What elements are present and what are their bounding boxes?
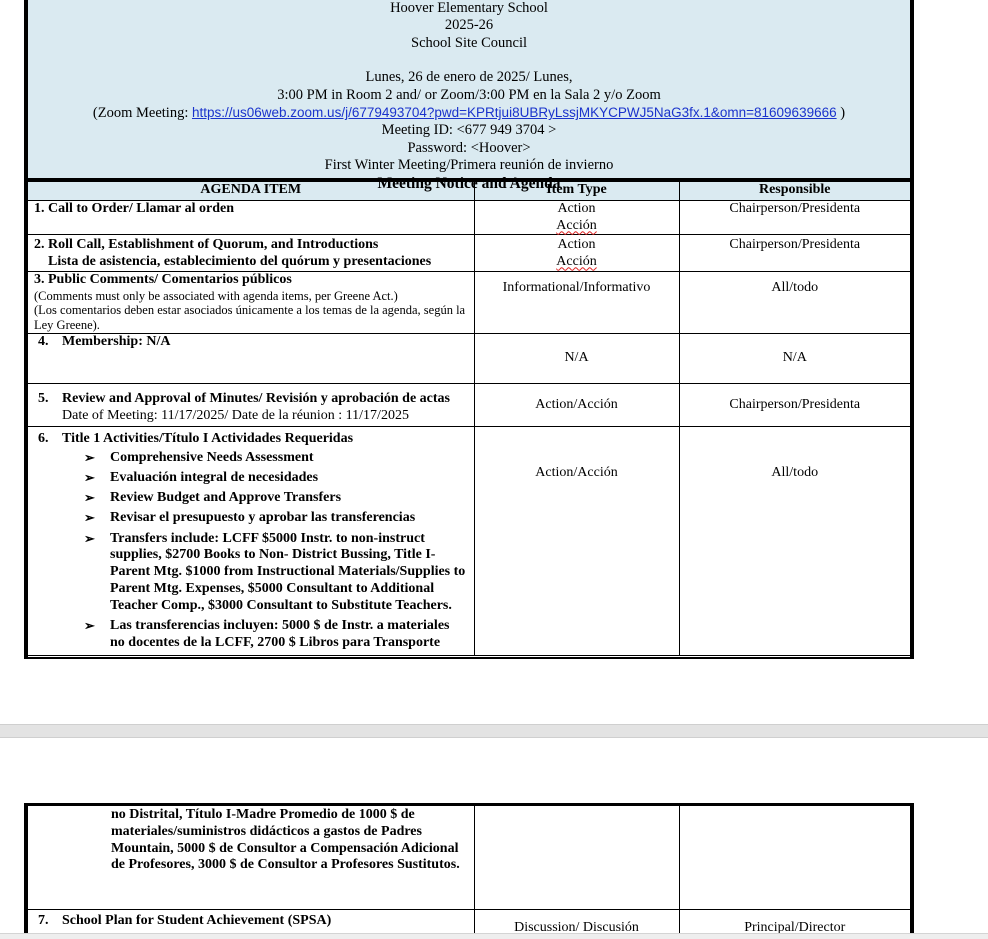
arrow-bullet-icon: ➢ <box>84 618 95 634</box>
zoom-suffix: ) <box>836 105 846 122</box>
agenda-item-title: 1. Call to Order/ Llamar al orden <box>34 201 234 216</box>
agenda-item-title: School Plan for Student Achievement (SPSA) <box>62 913 332 928</box>
item-type-cell: Action/Acción <box>474 384 679 427</box>
agenda-item-cell <box>28 384 474 427</box>
zoom-prefix: (Zoom Meeting: <box>92 105 192 122</box>
item-type-cell <box>474 806 679 910</box>
arrow-bullet-icon: ➢ <box>84 530 95 546</box>
column-header-item-type: Item Type <box>474 182 679 201</box>
agenda-item-title: 2. Roll Call, Establishment of Quorum, and Introductions <box>34 237 379 252</box>
agenda-item-bullets <box>38 450 468 652</box>
bullet-item <box>84 531 468 615</box>
responsible-cell: Chairperson/Presidenta <box>679 384 910 427</box>
agenda-item-cell <box>28 806 474 910</box>
meeting-date: Lunes, 26 de enero de 2025/ Lunes, <box>365 69 573 86</box>
responsible-cell: N/A <box>679 334 910 384</box>
arrow-bullet-icon: ➢ <box>84 449 95 465</box>
bullet-item <box>84 510 468 527</box>
item-type-cell: N/A <box>474 334 679 384</box>
bullet-text: Transfers include: LCFF $5000 Instr. to non-instruct supplies, $2700 Books to Non- District Bussing, Title I-Parent Mtg. $1000 from Instructional Materials/Supplies to Parent Mtg. Expenses, $5000 Consultant to Additional Teacher Comp., $3000 Consultant to Substitute Teachers. <box>110 530 466 613</box>
agenda-item-cell <box>28 334 474 384</box>
agenda-item-number: 6. <box>38 431 49 446</box>
bullet-text: Evaluación integral de necesidades <box>110 469 319 485</box>
document-page-2 <box>0 738 988 933</box>
agenda-document-continued <box>24 803 914 933</box>
bullet-text: Review Budget and Approve Transfers <box>110 490 342 506</box>
agenda-item-cell <box>28 272 474 334</box>
bullet-item <box>84 470 468 487</box>
responsible-cell <box>679 235 910 272</box>
item-type-cell <box>474 235 679 272</box>
bullet-item <box>84 618 468 652</box>
arrow-bullet-icon: ➢ <box>84 510 95 526</box>
responsible-text: Principal/Director <box>744 920 846 933</box>
agenda-title: Meeting Notice and Agenda <box>377 174 561 192</box>
agenda-document <box>24 0 914 659</box>
bullet-text: Las transferencias incluyen: 5000 $ de Instr. a materiales no docentes de la LCFF, 2700 $ Libros para Transporte <box>110 618 450 650</box>
bullet-continuation: no Distrital, Título I-Madre Promedio de 1000 $ de materiales/suministros didácticos a gastos de Padres Mountain, 5000 $ de Consultor a Compensación Adicional de Profesores, 3000 $ de Consultor a Profesores Sustitutos. <box>111 807 460 873</box>
item-type-es: Acción <box>556 217 597 233</box>
item-type-en: Action <box>557 237 596 252</box>
item-type-cell <box>474 272 679 334</box>
table-row <box>28 910 910 934</box>
agenda-table <box>28 182 910 656</box>
item-type-text: Informational/Informativo <box>502 280 651 295</box>
responsible-cell: Chairperson/Presidenta <box>679 201 910 235</box>
item-type-text: Discussion/ Discusión <box>514 920 639 933</box>
bullet-item <box>84 490 468 507</box>
bullet-item <box>84 450 468 467</box>
item-type-en: Action <box>557 201 596 216</box>
meeting-name: First Winter Meeting/Primera reunión de invierno <box>324 157 614 174</box>
agenda-item-note-en: (Comments must only be associated with agenda items, per Greene Act.) <box>34 288 398 303</box>
agenda-item-cell <box>28 235 474 272</box>
agenda-item-cell <box>28 910 474 934</box>
council-name: School Site Council <box>411 34 527 51</box>
table-row <box>28 334 910 384</box>
item-type-cell <box>474 201 679 235</box>
zoom-link[interactable]: https://us06web.zoom.us/j/6779493704?pwd=KPRtjui8UBRyLssjMKYCPWJ5NaG3fx.1&omn=81609639666 <box>191 105 837 121</box>
zoom-line <box>28 104 910 122</box>
meeting-id: Meeting ID: <677 949 3704 > <box>381 122 557 139</box>
responsible-text: All/todo <box>771 465 819 480</box>
arrow-bullet-icon: ➢ <box>84 490 95 506</box>
responsible-cell <box>679 427 910 656</box>
meeting-time: 3:00 PM in Room 2 and/ or Zoom/3:00 PM en la Sala 2 y/o Zoom <box>277 86 661 103</box>
bullet-text: Revisar el presupuesto y aprobar las transferencias <box>110 510 416 526</box>
table-row <box>28 384 910 427</box>
agenda-table-continued <box>28 805 910 933</box>
agenda-item-title: Review and Approval of Minutes/ Revisión y aprobación de actas <box>62 391 451 406</box>
blank-line <box>28 52 910 69</box>
agenda-item-note-es: (Los comentarios deben estar asociados únicamente a los temas de la agenda, según la Ley Greene). <box>34 303 466 332</box>
agenda-item-subtitle: Lista de asistencia, establecimiento del quórum y presentaciones <box>48 253 432 269</box>
responsible-text: All/todo <box>771 280 819 295</box>
responsible-cell <box>679 806 910 910</box>
agenda-item-number: 4. <box>38 334 49 349</box>
horizontal-scrollbar-track[interactable] <box>0 933 988 939</box>
agenda-item-number: 7. <box>38 913 49 928</box>
bullet-text: Comprehensive Needs Assessment <box>110 449 314 465</box>
table-row <box>28 427 910 656</box>
page-break <box>0 724 988 738</box>
school-year: 2025-26 <box>444 17 494 34</box>
responsible-cell <box>679 272 910 334</box>
table-row <box>28 201 910 235</box>
arrow-bullet-icon: ➢ <box>84 469 95 485</box>
table-row <box>28 806 910 910</box>
school-name: Hoover Elementary School <box>390 0 548 16</box>
column-header-responsible: Responsible <box>679 182 910 201</box>
table-row <box>28 235 910 272</box>
item-type-cell <box>474 910 679 934</box>
responsible-text: Chairperson/Presidenta <box>729 237 861 252</box>
item-type-text: Action/Acción <box>535 465 618 480</box>
agenda-item-cell <box>28 201 474 235</box>
column-header-agenda-item: AGENDA ITEM <box>28 182 474 201</box>
table-row <box>28 272 910 334</box>
agenda-item-title: Title 1 Activities/Título I Actividades Requeridas <box>62 431 354 446</box>
item-type-cell <box>474 427 679 656</box>
meeting-password: Password: <Hoover> <box>407 139 531 156</box>
agenda-item-number: 5. <box>38 391 49 406</box>
item-type-es: Acción <box>556 253 597 269</box>
agenda-item-cell <box>28 427 474 656</box>
responsible-cell <box>679 910 910 934</box>
agenda-item-title: Membership: N/A <box>62 334 171 349</box>
agenda-item-title: 3. Public Comments/ Comentarios públicos <box>34 272 292 287</box>
agenda-item-subtitle: Date of Meeting: 11/17/2025/ Date de la réunion : 11/17/2025 <box>62 407 409 423</box>
